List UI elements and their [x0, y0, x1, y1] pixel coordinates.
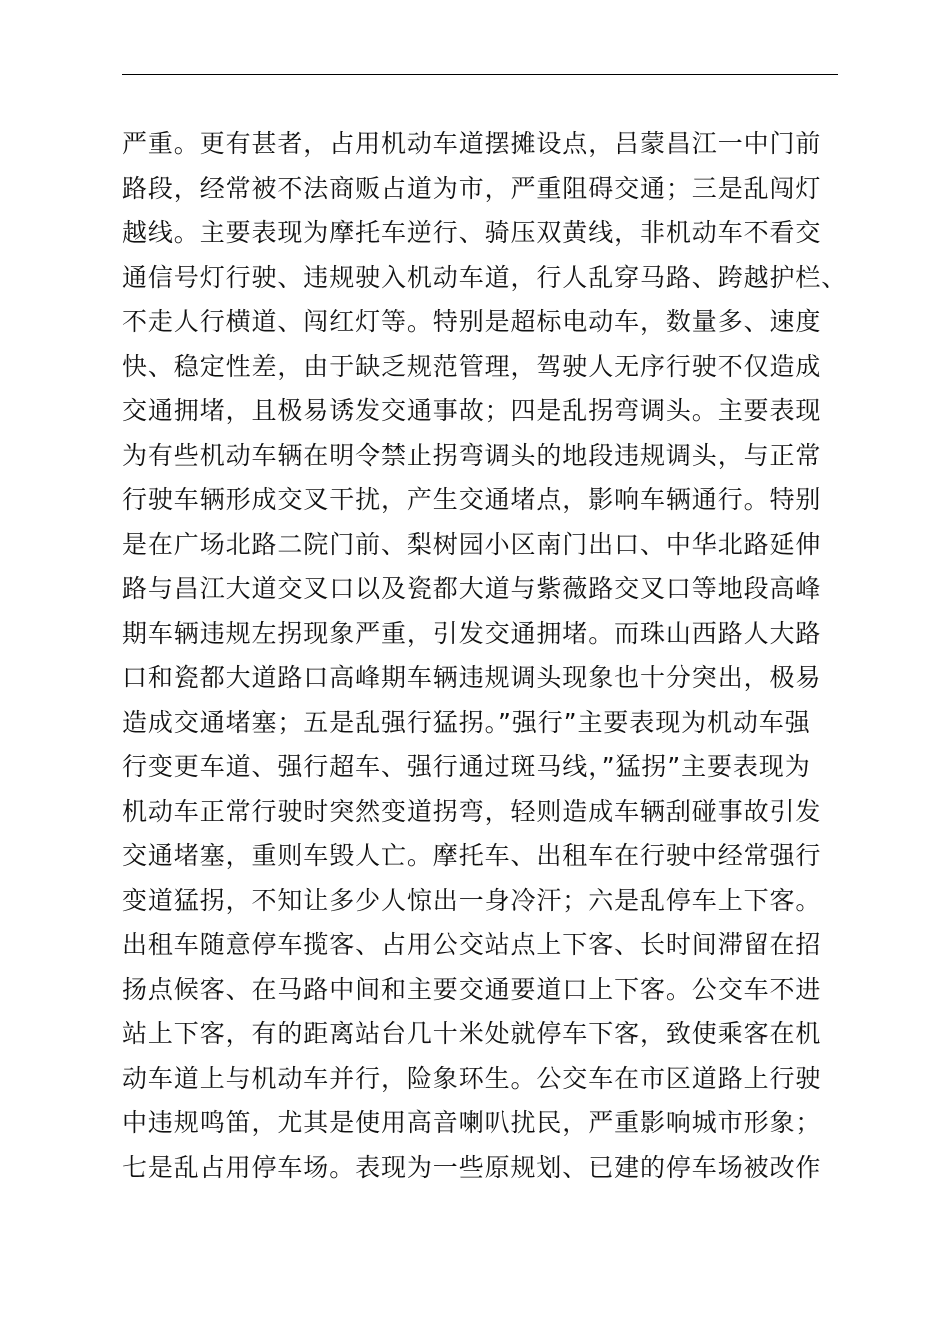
text-line: 造成交通堵塞；五是乱强行猛拐。”强行”主要表现为机动车强	[122, 707, 811, 737]
text-line: 站上下客，有的距离站台几十米处就停车下客，致使乘客在机	[122, 1019, 822, 1048]
text-line: 中违规鸣笛，尤其是使用高音喇叭扰民，严重影响城市形象；	[122, 1108, 822, 1137]
text-line: 行变更车道、强行超车、强行通过斑马线，”猛拐”主要表现为	[122, 752, 811, 781]
text-line: 期车辆违规左拐现象严重，引发交通拥堵。而珠山西路人大路	[122, 618, 822, 648]
text-line: 七是乱占用停车场。表现为一些原规划、已建的停车场被改作	[122, 1152, 822, 1182]
text-line: 路段，经常被不法商贩占道为市，严重阻碍交通；三是乱闯灯	[122, 173, 822, 203]
text-line: 机动车正常行驶时突然变道拐弯，轻则造成车辆刮碰事故引发	[122, 796, 822, 826]
text-line: 通信号灯行驶、违规驶入机动车道，行人乱穿马路、跨越护栏、	[122, 262, 848, 292]
text-line: 口和瓷都大道路口高峰期车辆违规调头现象也十分突出，极易	[122, 663, 822, 692]
text-line: 路与昌江大道交叉口以及瓷都大道与紫薇路交叉口等地段高峰	[122, 574, 822, 603]
text-line: 动车道上与机动车并行，险象环生。公交车在市区道路上行驶	[122, 1063, 822, 1093]
body-text	[122, 122, 848, 1190]
text-line: 不走人行横道、闯红灯等。特别是超标电动车，数量多、速度	[122, 307, 822, 336]
text-line: 越线。主要表现为摩托车逆行、骑压双黄线，非机动车不看交	[122, 218, 822, 247]
text-line: 变道猛拐，不知让多少人惊出一身冷汗；六是乱停车上下客。	[122, 885, 822, 915]
text-line: 交通堵塞，重则车毁人亡。摩托车、出租车在行驶中经常强行	[122, 841, 822, 870]
text-line: 扬点候客、在马路中间和主要交通要道口上下客。公交车不进	[122, 974, 822, 1004]
text-line: 出租车随意停车揽客、占用公交站点上下客、长时间滞留在招	[122, 930, 822, 959]
header-rule	[122, 74, 838, 75]
text-line: 行驶车辆形成交叉干扰，产生交通堵点，影响车辆通行。特别	[122, 485, 822, 514]
text-line: 快、稳定性差，由于缺乏规范管理，驾驶人无序行驶不仅造成	[122, 351, 822, 381]
text-line: 为有些机动车辆在明令禁止拐弯调头的地段违规调头，与正常	[122, 440, 822, 470]
text-line: 严重。更有甚者，占用机动车道摆摊设点，吕蒙昌江一中门前	[122, 129, 822, 158]
text-line: 是在广场北路二院门前、梨树园小区南门出口、中华北路延伸	[122, 529, 822, 559]
text-line: 交通拥堵，且极易诱发交通事故；四是乱拐弯调头。主要表现	[122, 396, 822, 425]
